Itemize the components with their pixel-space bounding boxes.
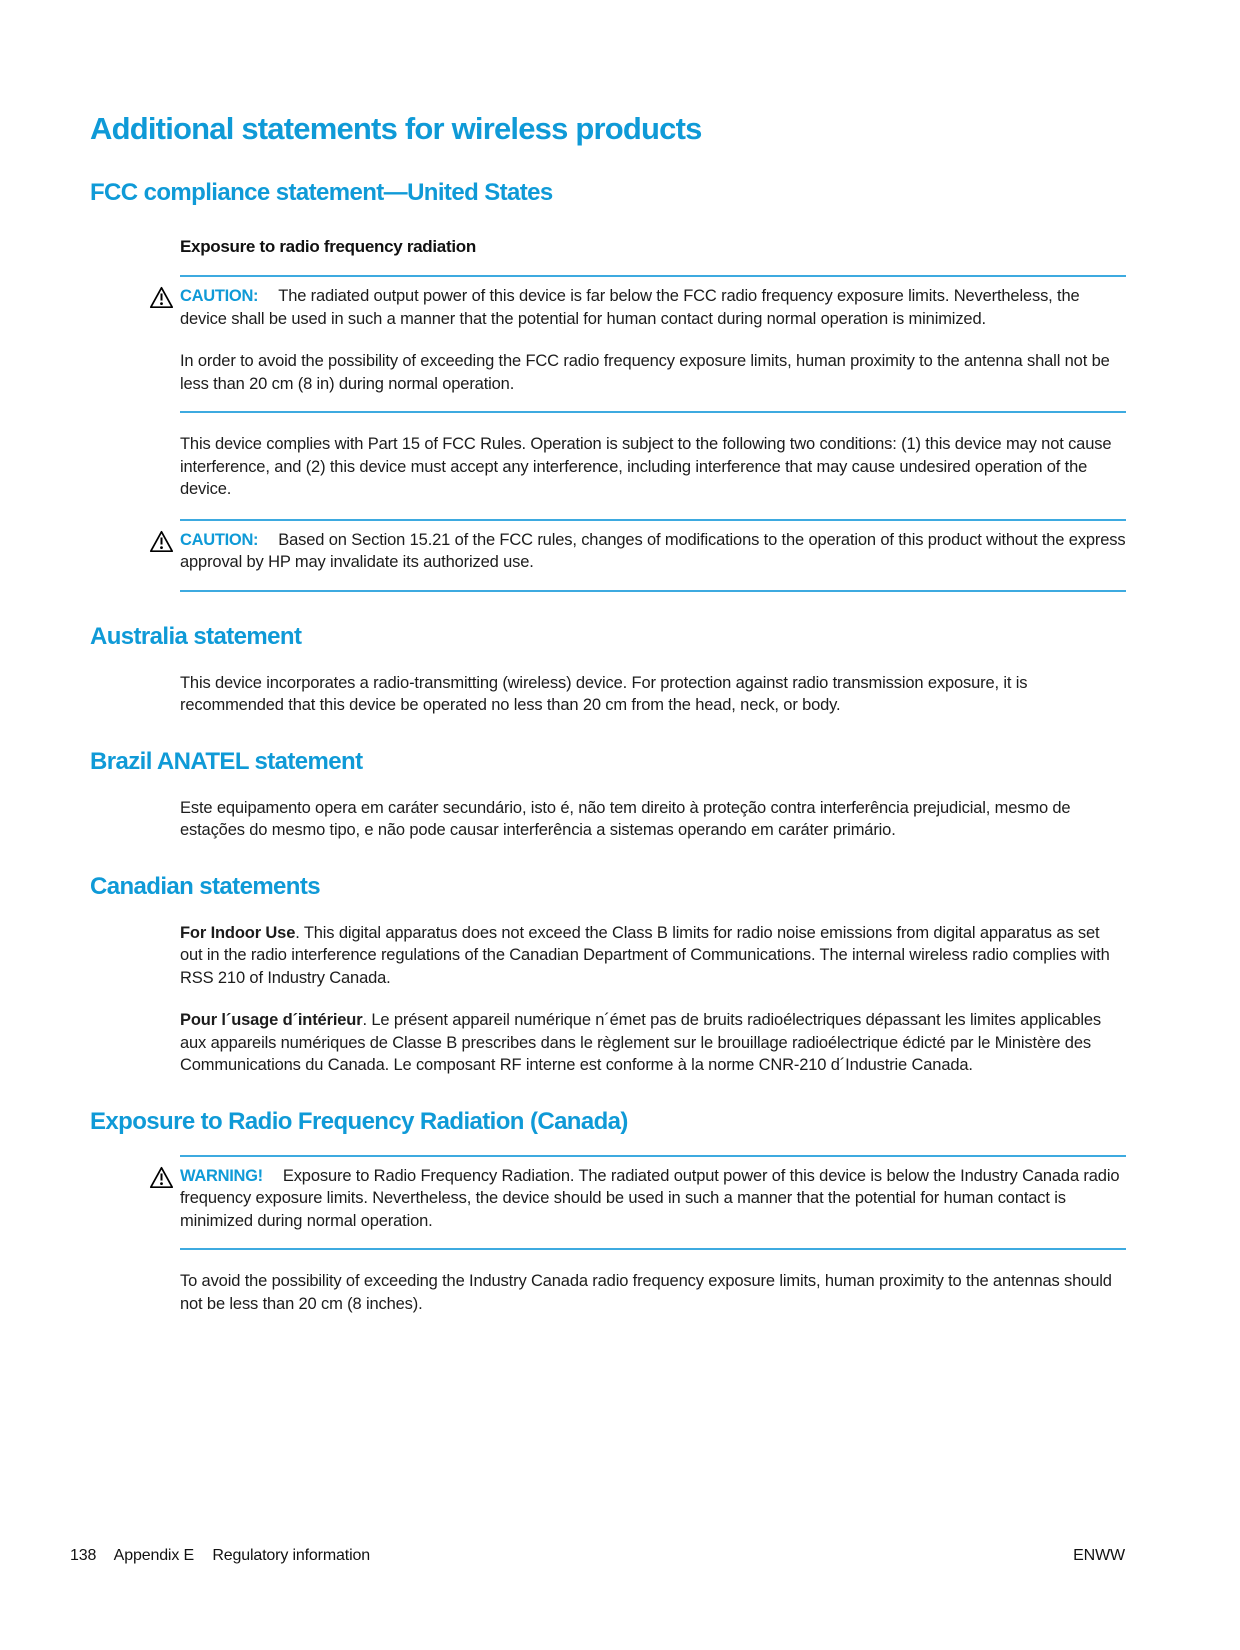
canada-paragraph-1-rest: . This digital apparatus does not exceed the Class B limits for radio noise emissions from digital apparatus as set out in the radio interference regulations of the Canadian Department of Communications. The internal wireless radio complies with RSS 210 of Industry Canada. bbox=[180, 923, 1110, 987]
footer-page-number: 138 bbox=[70, 1547, 97, 1564]
warning-paragraph bbox=[180, 1165, 1126, 1233]
section-heading-canada-rf: Exposure to Radio Frequency Radiation (Canada) bbox=[90, 1107, 628, 1135]
section-heading-canada: Canadian statements bbox=[90, 872, 321, 900]
canada-rf-paragraph: To avoid the possibility of exceeding the Industry Canada radio frequency exposure limits, human proximity to the antennas should not be less than 20 cm (8 inches). bbox=[180, 1272, 1112, 1313]
caution-label: CAUTION: bbox=[180, 287, 259, 305]
canada-paragraph-2-lead: Pour l´usage d´intérieur bbox=[180, 1011, 363, 1029]
page-footer bbox=[70, 1546, 1125, 1566]
caution-block-2 bbox=[180, 519, 1126, 592]
fcc-paragraph: This device complies with Part 15 of FCC Rules. Operation is subject to the following two conditions: (1) this device may not cause interference, and (2) this device must accept any interference, including interference that may cause undesired operation of the device. bbox=[180, 435, 1112, 498]
australia-paragraph: This device incorporates a radio-transmitting (wireless) device. For protection against radio transmission exposure, it is recommended that this device be operated no less than 20 cm from the head, neck, or body. bbox=[180, 673, 1028, 714]
footer-appendix: Appendix E bbox=[113, 1547, 195, 1564]
canada-paragraph-1 bbox=[180, 922, 1126, 990]
warning-triangle-icon bbox=[149, 1166, 174, 1189]
warning-triangle-icon bbox=[149, 286, 174, 309]
canada-paragraph-2-rest: . Le présent appareil numérique n´émet pas de bruits radioélectriques dépassant les limites applicables aux appareils numériques de Classe B prescribes dans le règlement sur le brouillage radioélectrique édicté par le Ministère des Communications du Canada. Le composant RF interne est conforme à la norme CNR-210 d´Industrie Canada. bbox=[180, 1011, 1101, 1074]
caution-text: Based on Section 15.21 of the FCC rules, changes of modifications to the operation of this product without the express approval by HP may invalidate its authorized use. bbox=[180, 530, 1126, 571]
canada-paragraph-2 bbox=[180, 1009, 1126, 1077]
caution-paragraph-2: In order to avoid the possibility of exceeding the FCC radio frequency exposure limits, human proximity to the antenna shall not be less than 20 cm (8 in) during normal operation. bbox=[180, 352, 1110, 393]
caution-paragraph bbox=[180, 529, 1126, 574]
warning-triangle-icon bbox=[149, 530, 174, 553]
brazil-paragraph: Este equipamento opera em caráter secundário, isto é, não tem direito à proteção contra interferência prejudicial, mesmo de estações do mesmo tipo, e não pode causar interferência a sistemas operando em caráter primário. bbox=[180, 798, 1071, 839]
caution-block-1 bbox=[180, 275, 1126, 413]
footer-section: Regulatory information bbox=[212, 1547, 370, 1564]
page-title: Additional statements for wireless products bbox=[90, 111, 702, 146]
subsection-heading-exposure: Exposure to radio frequency radiation bbox=[180, 237, 476, 256]
page-content bbox=[90, 110, 1126, 1315]
caution-label: CAUTION: bbox=[180, 530, 259, 549]
section-heading-brazil: Brazil ANATEL statement bbox=[90, 747, 363, 775]
section-heading-fcc: FCC compliance statement—United States bbox=[90, 179, 553, 206]
warning-text: Exposure to Radio Frequency Radiation. The radiated output power of this device is below the Industry Canada radio frequency exposure limits. Nevertheless, the device should be used in such a manner that the potential for human contact is minimized during normal operation. bbox=[180, 1166, 1120, 1230]
warning-block bbox=[180, 1155, 1126, 1251]
caution-paragraph bbox=[180, 285, 1126, 330]
footer-right-label: ENWW bbox=[1073, 1547, 1125, 1564]
section-heading-australia: Australia statement bbox=[90, 622, 302, 650]
footer-left bbox=[70, 1546, 370, 1566]
warning-label: WARNING! bbox=[180, 1166, 263, 1185]
caution-text: The radiated output power of this device is far below the FCC radio frequency exposure limits. Nevertheless, the device shall be used in such a manner that the potential for human contact during normal operation is minimized. bbox=[180, 287, 1080, 328]
canada-paragraph-1-lead: For Indoor Use bbox=[180, 923, 296, 942]
